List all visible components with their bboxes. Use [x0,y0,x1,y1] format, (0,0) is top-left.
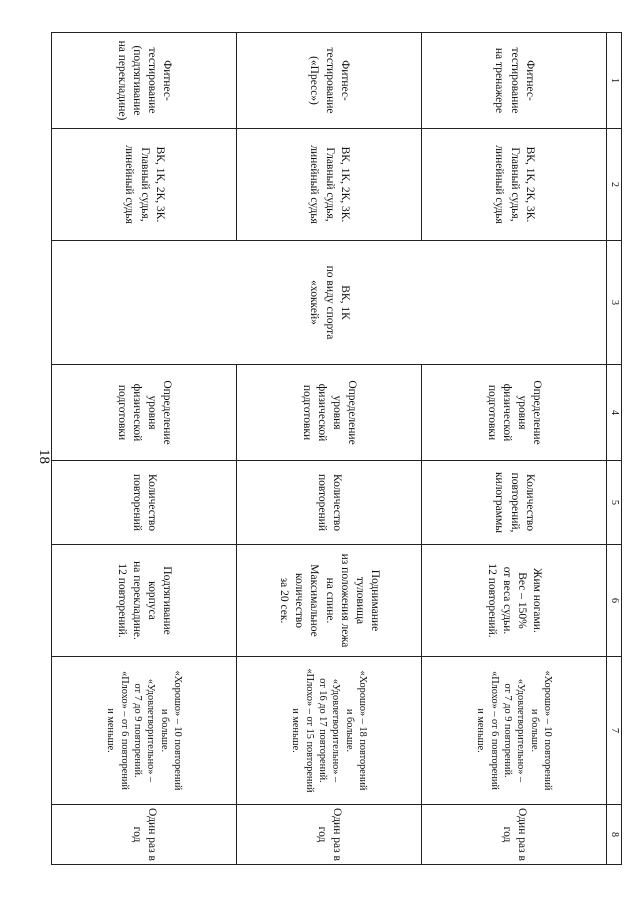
frequency-cell: Один раз в год [422,805,607,865]
exercise-cell: Жим ногами. Вес – 150% от веса судьи. 12 повторений. [422,545,607,657]
criteria-cell: «Хорошо» – 10 повторений и больше. «Удовлетворительно» – от 7 до 9 повторений. «Плохо» – от 6 повторений и меньше. [52,657,237,805]
purpose-cell: Определение уровня физической подготовки [52,365,237,461]
frequency-cell: Один раз в год [237,805,422,865]
table-row [52,33,237,865]
column-number: 3 [607,241,622,365]
column-number-row [607,33,622,865]
purpose-cell: Определение уровня физической подготовки [237,365,422,461]
column-number: 8 [607,805,622,865]
table-row [237,33,422,865]
fitness-test-table [51,32,622,865]
column-number: 5 [607,461,622,545]
frequency-cell: Один раз в год [52,805,237,865]
column-number: 4 [607,365,622,461]
unit-cell: Количество повторений [237,461,422,545]
column-number: 6 [607,545,622,657]
test-name-cell: Фитнес- тестирование («Пресс») [237,33,422,129]
column-number: 7 [607,657,622,805]
categories-cell: ВК, 1К, 2К, 3К. Главный судья, линейный судья [422,129,607,241]
column-number: 2 [607,129,622,241]
unit-cell: Количество повторений [52,461,237,545]
table-row [422,33,607,865]
column-number: 1 [607,33,622,129]
purpose-cell: Определение уровня физической подготовки [422,365,607,461]
criteria-cell: «Хорошо» – 10 повторений и больше. «Удовлетворительно» – от 7 до 9 повторений. «Плохо» – от 6 повторений и меньше. [422,657,607,805]
categories-cell: ВК, 1К, 2К, 3К. Главный судья, линейный судья [237,129,422,241]
page-number: 18 [36,449,52,464]
unit-cell: Количество повторений, килограммы [422,461,607,545]
rotated-table-container [52,32,622,864]
sport-cell: ВК, 1К по виду спорта «хоккей» [52,241,607,365]
test-name-cell: Фитнес- тестирование на тренажере [422,33,607,129]
criteria-cell: «Хорошо» – 18 повторений и больше. «Удовлетворительно» – от 16 до 17 повторений. «Плохо» – от 15 повторений и меньше. [237,657,422,805]
test-name-cell: Фитнес- тестирование (подтягивание на перекладине) [52,33,237,129]
exercise-cell: Подтягивание корпуса на перекладине. 12 повторений. [52,545,237,657]
exercise-cell: Поднимание туловища из положения лежа на спине. Максимальное количество за 20 сек. [237,545,422,657]
categories-cell: ВК, 1К, 2К, 3К. Главный судья, линейный судья [52,129,237,241]
